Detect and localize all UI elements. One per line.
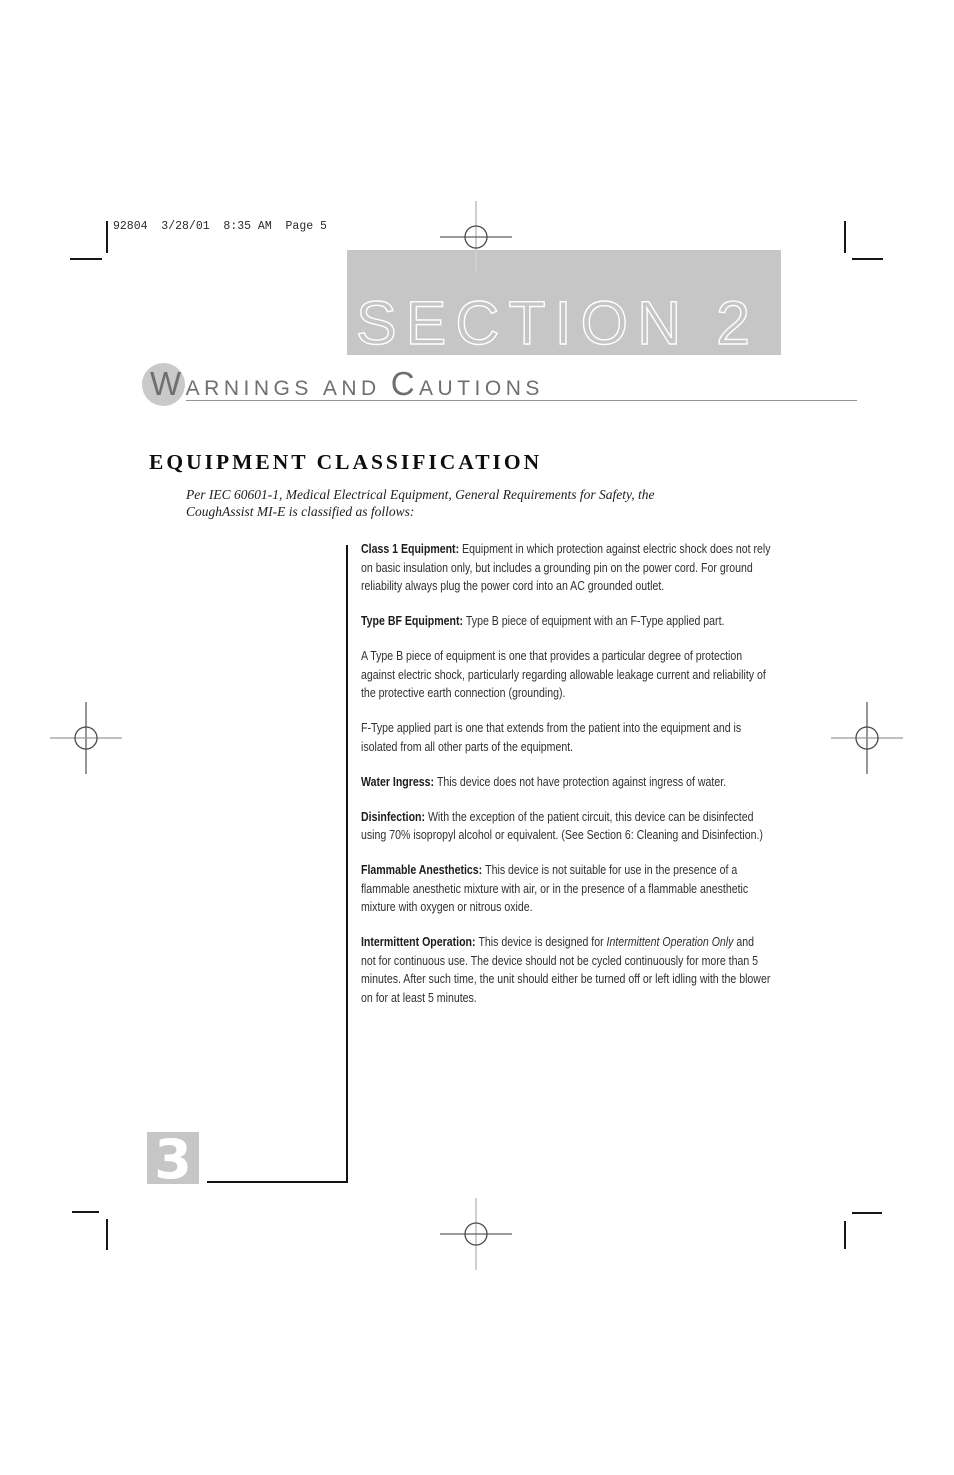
body-column bbox=[361, 540, 771, 1024]
paragraph-emphasis: Intermittent Operation Only bbox=[606, 934, 734, 949]
chapter-tab-number: 3 bbox=[154, 1132, 192, 1184]
heading-initial: C bbox=[390, 365, 420, 402]
paragraph-type-bf bbox=[361, 612, 771, 631]
crop-mark bbox=[72, 1211, 99, 1213]
paragraph-text: This device does not have protection against ingress of water. bbox=[436, 773, 727, 789]
crop-mark bbox=[70, 258, 102, 260]
paragraph-text: F-Type applied part is one that extends from the patient into the equipment and is isolated from all other parts of the equipment. bbox=[361, 720, 742, 754]
paragraph-text: With the exception of the patient circuit, this device can be disinfected using 70% isopropyl alcohol or equivalent. (See Section 6: Cleaning and Disinfection.) bbox=[361, 808, 763, 842]
paragraph-label: Water Ingress: bbox=[361, 773, 437, 789]
crop-mark bbox=[106, 221, 108, 253]
paragraph-label: Intermittent Operation: bbox=[361, 934, 479, 949]
paragraph-disinfection bbox=[361, 808, 771, 845]
paragraph-label: Class 1 Equipment: bbox=[361, 541, 463, 556]
crop-mark bbox=[844, 221, 846, 253]
paragraph-label: Disinfection: bbox=[361, 808, 428, 824]
paragraph-label: Flammable Anesthetics: bbox=[361, 862, 486, 877]
paragraph-water-ingress bbox=[361, 773, 771, 792]
paragraph-text: and not for continuous use. The device should not be cycled continuously for more than 5 minutes. After such time, the unit should either be turned off or left idling with the blower on for at least 5 minutes. bbox=[361, 934, 771, 1005]
paragraph-class1 bbox=[361, 540, 771, 596]
registration-mark-icon bbox=[831, 702, 903, 774]
print-slug-line: 92804 3/28/01 8:35 AM Page 5 bbox=[113, 220, 327, 233]
heading-text: AUTIONS bbox=[419, 377, 544, 400]
section-banner-title: SECTION 2 bbox=[356, 288, 760, 357]
heading-initial: W bbox=[150, 365, 186, 402]
chapter-heading bbox=[150, 366, 544, 402]
registration-mark-icon bbox=[50, 702, 122, 774]
paragraph-text: This device is not suitable for use in the presence of a flammable anesthetic mixture with air, or in the presence of a flammable anesthetic mixture with oxygen or nitrous oxide. bbox=[361, 862, 749, 914]
heading-text: ARNINGS bbox=[185, 377, 313, 400]
crop-mark bbox=[106, 1219, 108, 1250]
horizontal-page-rule bbox=[207, 1181, 348, 1183]
section-title: EQUIPMENT CLASSIFICATION bbox=[149, 450, 543, 474]
registration-mark-icon bbox=[440, 1198, 512, 1270]
paragraph-text: Type B piece of equipment with an F-Type applied part. bbox=[465, 613, 725, 628]
heading-text: AND bbox=[322, 377, 381, 400]
paragraph-type-b-definition bbox=[361, 647, 771, 703]
paragraph-intermittent-operation bbox=[361, 933, 771, 1007]
intro-line: Per IEC 60601-1, Medical Electrical Equipment, General Requirements for Safety, the bbox=[186, 487, 655, 502]
paragraph-f-type-definition bbox=[361, 719, 771, 756]
registration-mark-icon bbox=[440, 201, 512, 273]
paragraph-flammable-anesthetics bbox=[361, 861, 771, 917]
vertical-page-rule bbox=[346, 545, 348, 1183]
paragraph-text: Equipment in which protection against electric shock does not rely on basic insulation only, but includes a grounding pin on the power cord. For ground reliability always plug the power cord into an AC grounded outlet. bbox=[361, 541, 771, 593]
crop-mark bbox=[844, 1221, 846, 1249]
section-banner bbox=[347, 250, 781, 355]
paragraph-text: A Type B piece of equipment is one that provides a particular degree of protection against electric shock, particularly regarding allowable leakage current and reliability of the protective earth connection (grounding). bbox=[361, 648, 766, 700]
crop-mark bbox=[852, 1212, 882, 1214]
intro-paragraph bbox=[186, 486, 655, 520]
paragraph-label: Type BF Equipment: bbox=[361, 613, 466, 628]
paragraph-text: This device is designed for bbox=[478, 934, 607, 949]
intro-line: CoughAssist MI-E is classified as follows: bbox=[186, 504, 415, 519]
chapter-tab bbox=[147, 1132, 199, 1184]
crop-mark bbox=[852, 258, 883, 260]
